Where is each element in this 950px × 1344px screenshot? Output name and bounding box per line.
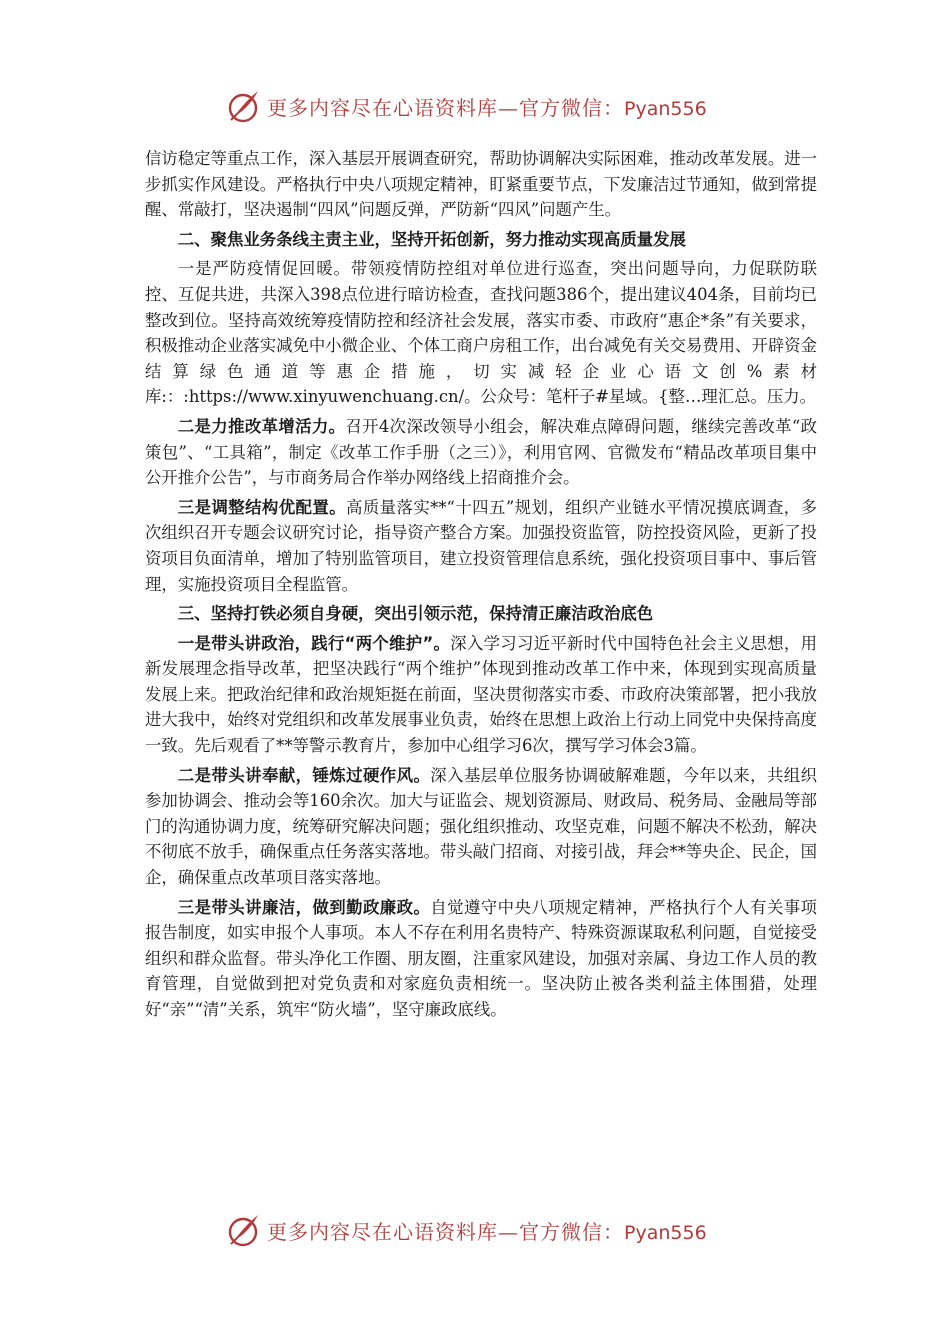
paragraph-epidemic: 一是严防疫情促回暖。带领疫情防控组对单位进行巡查，突出问题导向，力促联防联控、互促共进，共深入398点位进行暗访检查，查找问题386个，提出建议404条，目前均已整改到位。坚持高效统筹疫情防控和经济社会发展，落实市委、市政府“惠企*条”有关要求，积极推动企业落实减免中小微企业、个体工商户房租工作，出台减免有关交易费用、开辟资金结算绿色通道等惠企措施，切实减轻企业心语文创%素材库:：:https://www.xinyuwenchuang.cn/。公众号：笔杆子#星域。{整…理汇总。压力。 (145, 259, 818, 407)
document-body (145, 146, 817, 1027)
paragraph-continued: 信访稳定等重点工作，深入基层开展调查研究，帮助协调解决实际困难，推动改革发展。进一步抓实作风建设。严格执行中央八项规定精神，盯紧重要节点，下发廉洁过节通知，做到常提醒、常敲打，坚决遏制“四风”问题反弹，严防新“四风”问题产生。 (145, 149, 818, 220)
section-heading-2: 二、聚焦业务条线主责主业，坚持开拓创新，努力推动实现高质量发展 (177, 229, 686, 249)
quill-logo-icon (225, 1212, 261, 1248)
watermark-banner-bottom (225, 1210, 707, 1250)
paragraph-integrity: 三是带头讲廉洁，做到勤政廉政。自觉遵守中央八项规定精神，严格执行个人有关事项报告制度，如实申报个人事项。本人不存在利用名贵特产、特殊资源谋取私利问题，自觉接受组织和群众监督。带头净化工作圈、朋友圈，注重家风建设，加强对亲属、身边工作人员的教育管理，自觉做到把对党负责和对家庭负责相统一。坚决防止被各类利益主体围猎，处理好“亲”“清”关系，筑牢“防火墙”，坚守廉政底线。 (145, 897, 818, 1019)
paragraph-politics: 一是带头讲政治，践行“两个维护”。深入学习习近平新时代中国特色社会主义思想，用新发展理念指导改革，把坚决践行“两个维护”体现到推动改革工作中来，体现到实现高质量发展上来。把政治纪律和政治规矩挺在前面，坚决贯彻落实市委、市政府决策部署，把小我放进大我中，始终对党组织和改革发展事业负责，始终在思想上政治上行动上同党中央保持高度一致。先后观看了**等警示教育片，参加中心组学习6次，撰写学习体会3篇。 (145, 633, 818, 756)
quill-logo-icon (225, 88, 261, 124)
watermark-text: 更多内容尽在心语资料库—官方微信：Pyan556 (267, 95, 707, 120)
paragraph-dedication: 二是带头讲奉献，锤炼过硬作风。深入基层单位服务协调破解难题，今年以来，共组织参加协调会、推动会等160余次。加大与证监会、规划资源局、财政局、税务局、金融局等部门的沟通协调力度，统筹研究解决问题；强化组织推动、攻坚克难，问题不解决不松劲，解决不彻底不放手，确保重点任务落实落地。带头敲门招商、对接引战，拜会**等央企、民企，国企，确保重点改革项目落实落地。 (145, 765, 818, 888)
watermark-text: 更多内容尽在心语资料库—官方微信：Pyan556 (267, 1219, 707, 1244)
section-heading-3: 三、坚持打铁必须自身硬，突出引领示范，保持清正廉洁政治底色 (177, 604, 654, 624)
paragraph-reform: 二是力推改革增活力。召开4次深改领导小组会，解决难点障碍问题，继续完善改革“政策包”、“工具箱”，制定《改革工作手册（之三）》，利用官网、官微发布“精品改革项目集中公开推介公告”，与市商务局合作举办网络线上招商推介会。 (145, 416, 817, 488)
paragraph-structure: 三是调整结构优配置。高质量落实**“十四五”规划，组织产业链水平情况摸底调查，多次组织召开专题会议研究讨论，指导资产整合方案。加强投资监管，防控投资风险，更新了投资项目负面清单，增加了特别监管项目，建立投资管理信息系统，强化投资项目事中、事后管理，实施投资项目全程监管。 (145, 497, 818, 594)
watermark-banner-top (225, 86, 707, 126)
